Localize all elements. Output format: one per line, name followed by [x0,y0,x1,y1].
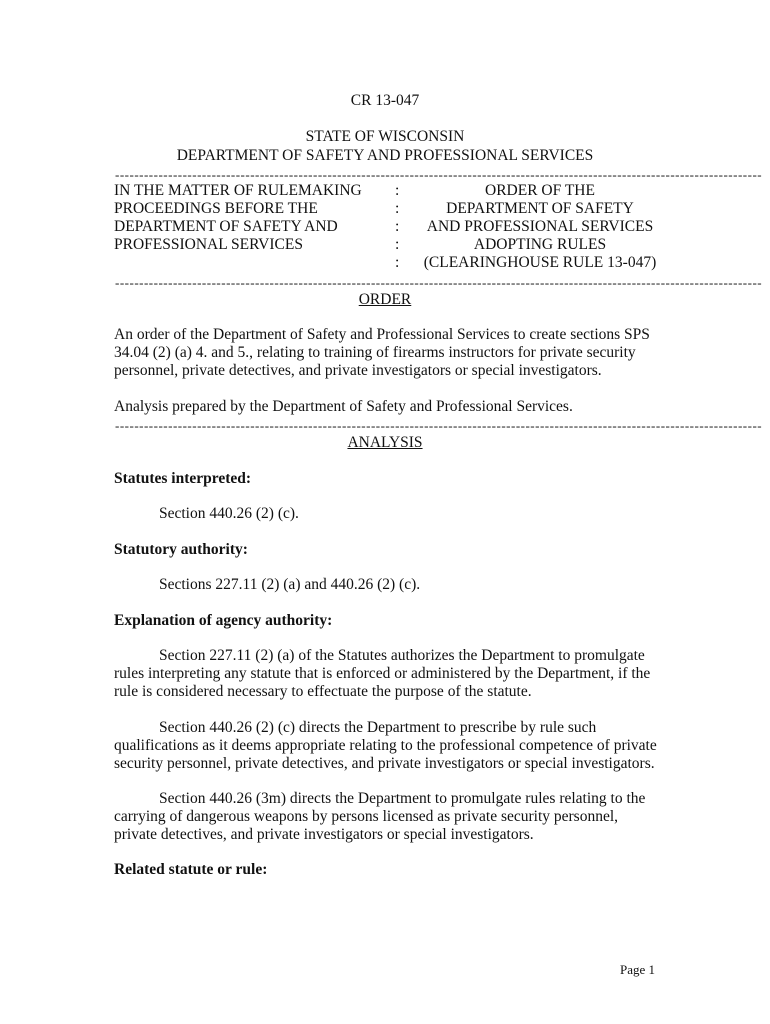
authority-text: Sections 227.11 (2) (a) and 440.26 (2) (c). [159,576,421,593]
analysis-prepared-text: Analysis prepared by the Department of Safety and Professional Services. [114,398,573,415]
caption-right [415,182,665,272]
caption-left-line: PROCEEDINGS BEFORE THE [114,200,318,217]
analysis-heading: ANALYSIS [347,434,423,451]
explanation-paragraph: Section 440.26 (2) (c) directs the Department to prescribe by rule such qualifications as it deems appropriate relating to the professional competence of private security personnel, private detectives, and private investigators or special investigators. [114,719,657,772]
order-paragraph: An order of the Department of Safety and Professional Services to create sections SPS 34.04 (2) (a) 4. and 5., relating to training of firearms instructors for private security personnel, private detectives, and private investigators or special investigators. [114,326,650,379]
caption-colon: : [395,200,400,217]
explanation-paragraph: Section 227.11 (2) (a) of the Statutes authorizes the Department to promulgate rules interpreting any statute that is enforced or administered by the Department, if the rule is considered necessary to effectuate the purpose of the statute. [114,647,651,700]
page-number: Page 1 [620,962,656,977]
explanation-paragraph: Section 440.26 (3m) directs the Department to promulgate rules relating to the carrying of dangerous weapons by persons licensed as private security personnel, private detectives, and private investigators or special investigators. [114,790,646,843]
document-id: CR 13-047 [350,92,420,109]
caption-colon: : [395,254,400,271]
statutes-heading: Statutes interpreted: [114,470,252,487]
caption-right-line: ORDER OF THE [485,182,595,199]
caption-left-line: IN THE MATTER OF RULEMAKING [114,182,362,199]
caption-colons [395,182,399,272]
caption-right-line: AND PROFESSIONAL SERVICES [426,218,654,235]
caption-left-line: DEPARTMENT OF SAFETY AND [114,218,338,235]
caption-right-line: ADOPTING RULES [473,236,607,253]
caption-right-line: DEPARTMENT OF SAFETY [446,200,634,217]
statutes-text: Section 440.26 (2) (c). [159,505,299,522]
divider-line: -------------------------------------------------------------------------------------------------------------------------------------- [115,418,763,433]
caption-left [114,182,362,254]
department-heading: DEPARTMENT OF SAFETY AND PROFESSIONAL SERVICES [176,147,594,164]
order-heading: ORDER [358,291,412,308]
divider-line: -------------------------------------------------------------------------------------------------------------------------------------- [115,167,763,182]
related-heading: Related statute or rule: [114,861,268,878]
caption-colon: : [395,236,400,253]
caption-colon: : [395,218,400,235]
caption-right-line: (CLEARINGHOUSE RULE 13-047) [423,254,657,271]
authority-heading: Statutory authority: [114,541,248,558]
explanation-heading: Explanation of agency authority: [114,612,333,629]
state-heading: STATE OF WISCONSIN [305,128,465,145]
divider-line: -------------------------------------------------------------------------------------------------------------------------------------- [115,275,763,290]
caption-colon: : [395,182,400,199]
caption-left-line: PROFESSIONAL SERVICES [114,236,303,253]
